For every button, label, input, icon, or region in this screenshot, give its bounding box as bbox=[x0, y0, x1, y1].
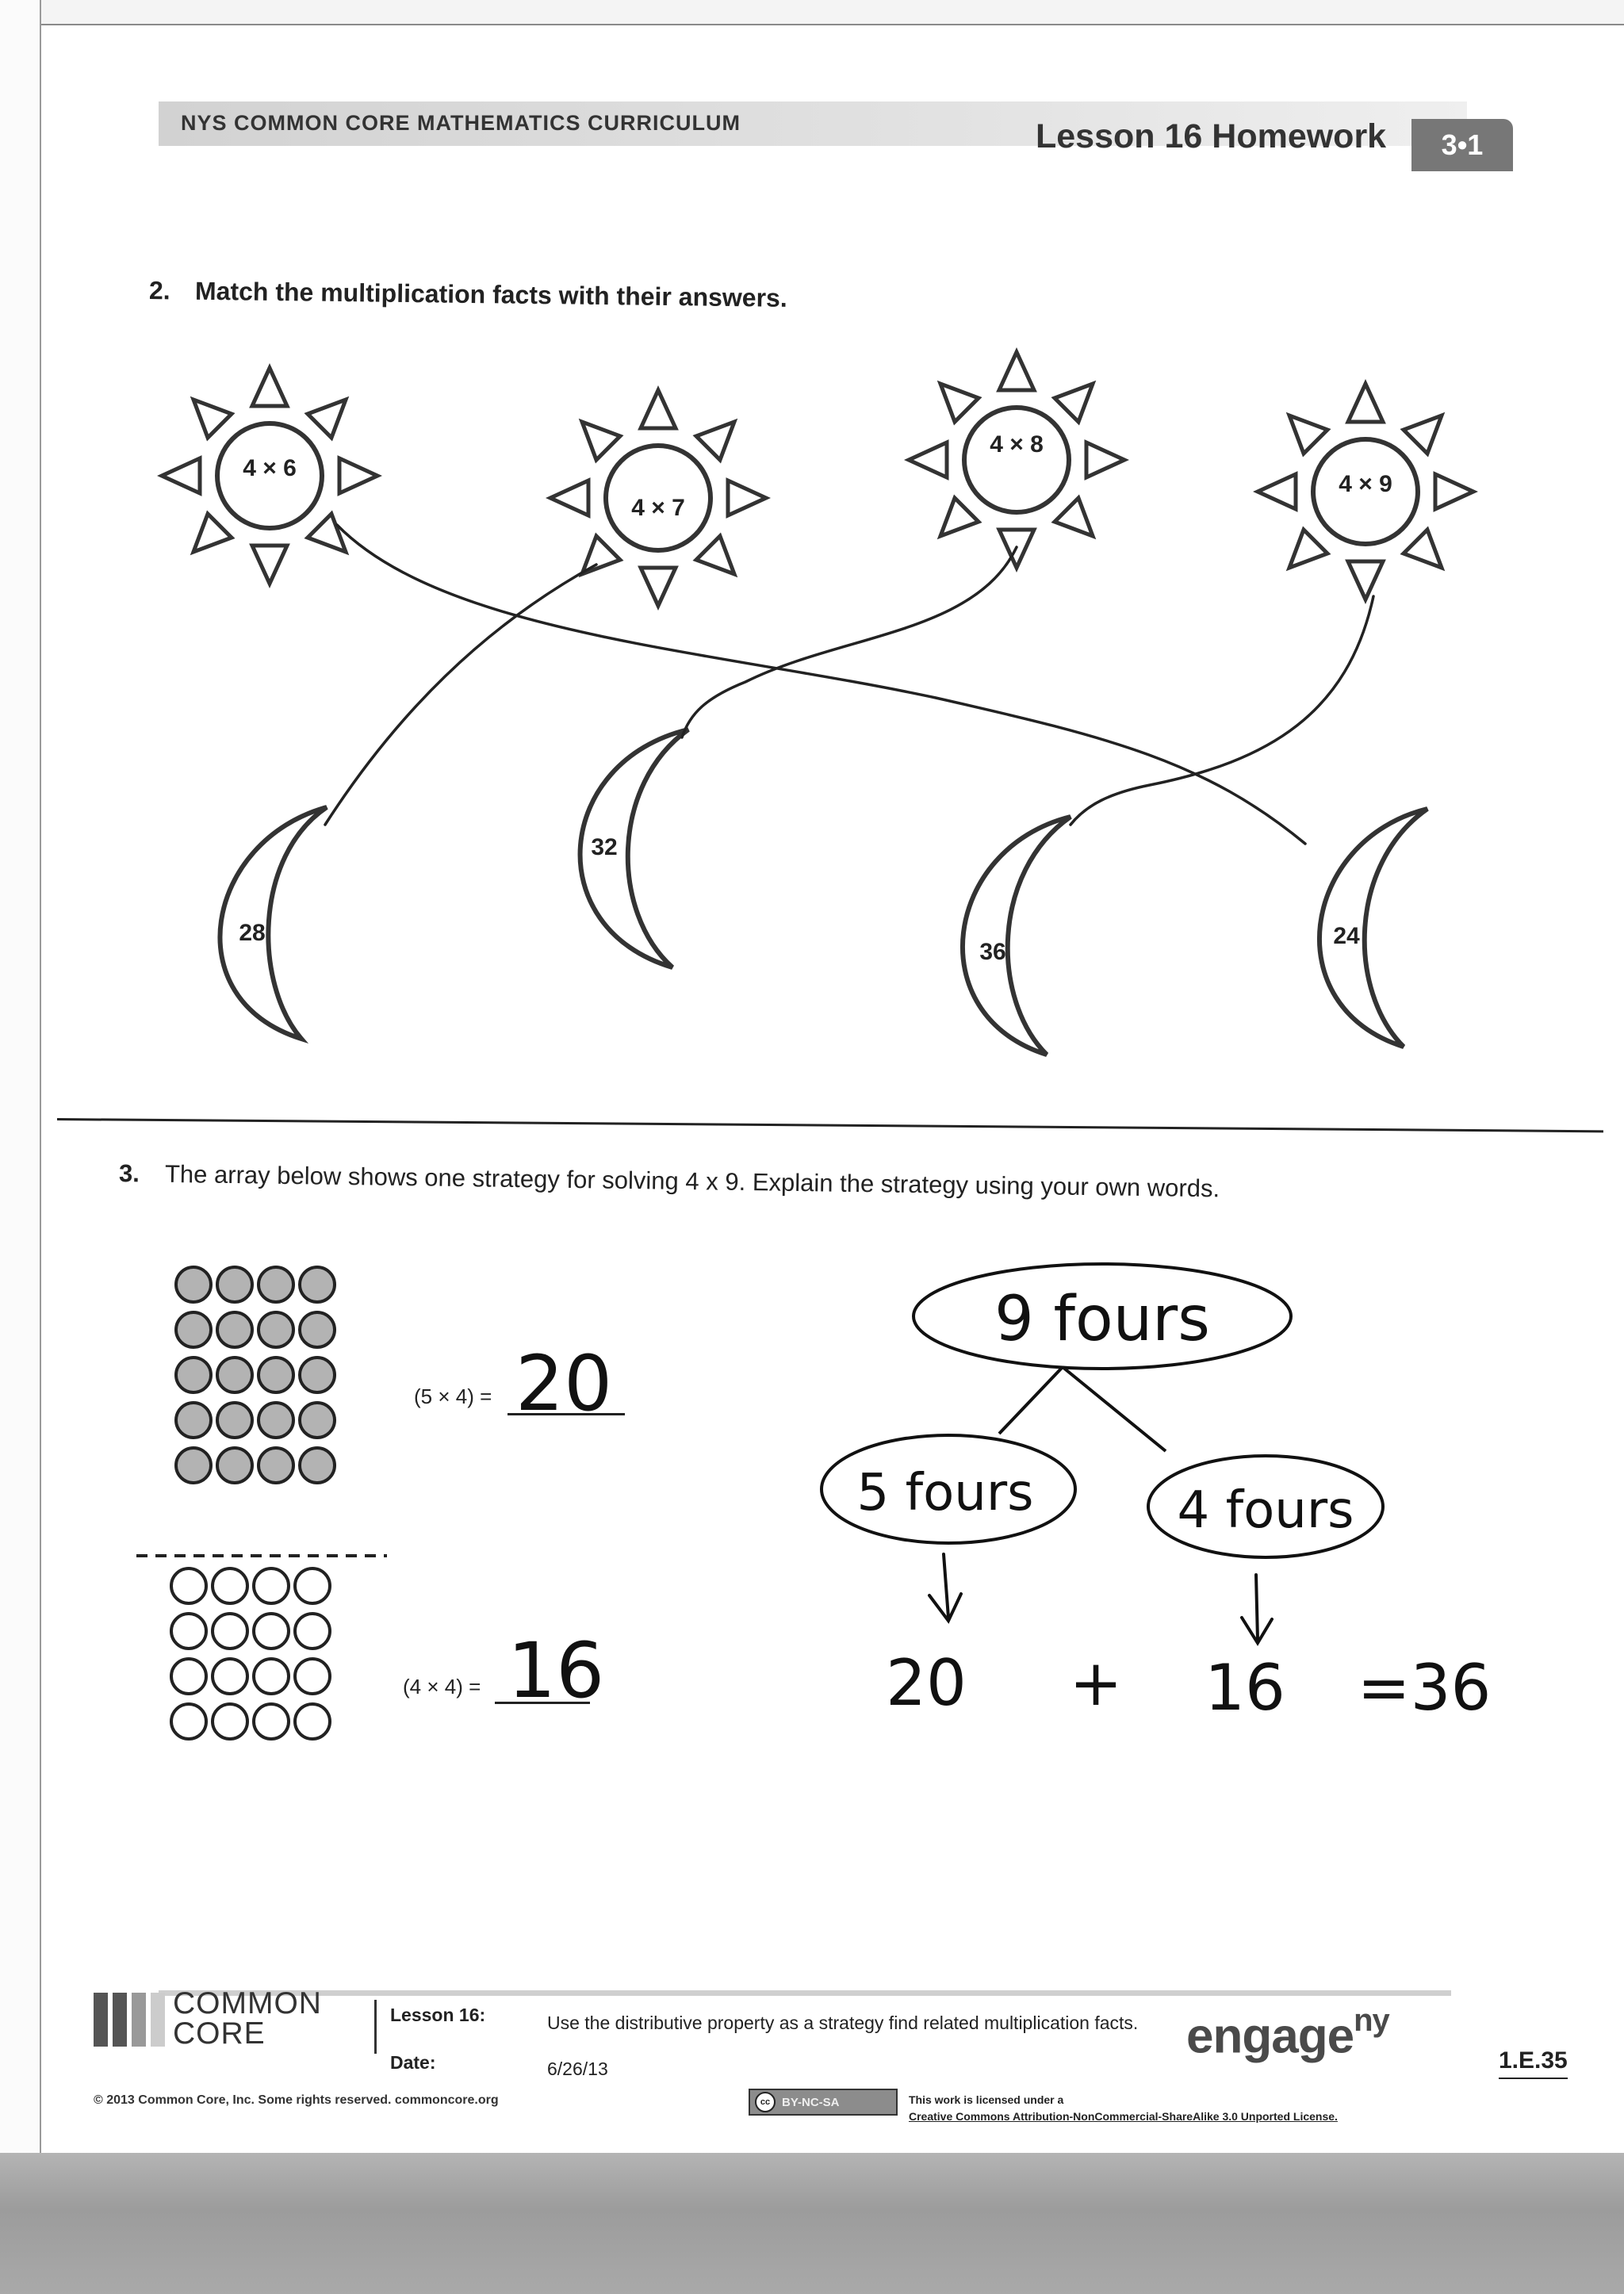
arrow-down-left bbox=[929, 1554, 961, 1621]
cc-license-badge[interactable] bbox=[749, 2089, 898, 2116]
eq1-label: (5 × 4) = bbox=[414, 1384, 492, 1408]
common-core-logo-icon bbox=[94, 1993, 163, 2047]
moon-label: 36 bbox=[979, 939, 1006, 965]
work-value-20: 20 bbox=[886, 1646, 967, 1720]
moon-label: 32 bbox=[591, 834, 618, 860]
license-line-1: This work is licensed under a bbox=[909, 2093, 1064, 2106]
lesson-description: Use the distributive property as a strategy find related multiplication facts. bbox=[547, 2013, 1139, 2033]
brand-line-2: CORE bbox=[173, 2016, 266, 2051]
copyright: © 2013 Common Core, Inc. Some rights reserved. commoncore.org bbox=[94, 2093, 499, 2107]
common-core-brand bbox=[173, 1986, 322, 2051]
moon-label: 24 bbox=[1333, 923, 1360, 949]
problem-3-text: The array below shows one strategy for solving 4 x 9. Explain the strategy using your own words. bbox=[164, 1159, 1220, 1203]
tree-branch-right bbox=[1063, 1367, 1166, 1451]
date-value: 6/26/13 bbox=[547, 2058, 608, 2079]
curriculum-title: NYS COMMON CORE MATHEMATICS CURRICULUM bbox=[181, 111, 741, 135]
lesson-label: Lesson 16: bbox=[390, 2005, 486, 2025]
tree-branch-left bbox=[999, 1367, 1063, 1434]
scan-bottom-edge bbox=[0, 2153, 1624, 2294]
lesson-badge: 3•1 bbox=[1411, 119, 1513, 171]
engage-sup: ny bbox=[1354, 2003, 1389, 2038]
cc-icon: cc bbox=[755, 2092, 776, 2112]
arrow-down-right bbox=[1242, 1575, 1272, 1643]
moon-label: 28 bbox=[239, 920, 266, 946]
bubble-9-fours-text: 9 fours bbox=[994, 1284, 1210, 1355]
fact-label: 4 × 7 bbox=[631, 495, 685, 521]
fact-label: 4 × 6 bbox=[243, 455, 297, 481]
license-text bbox=[909, 2092, 1338, 2125]
engageny-logo bbox=[1186, 2003, 1389, 2065]
work-value-16: 16 bbox=[1205, 1651, 1285, 1725]
fact-label: 4 × 9 bbox=[1339, 471, 1392, 497]
lesson-title: Lesson 16 Homework bbox=[1036, 117, 1387, 155]
bubble-4-fours-text: 4 fours bbox=[1177, 1481, 1354, 1540]
work-plus: + bbox=[1069, 1646, 1123, 1720]
engage-text: engage bbox=[1186, 2009, 1354, 2064]
footer-divider bbox=[374, 2000, 377, 2054]
brand-line-1: COMMON bbox=[173, 1986, 322, 2020]
page-code: 1.E.35 bbox=[1499, 2047, 1568, 2079]
work-result-36: =36 bbox=[1357, 1651, 1492, 1725]
problem-2-number: 2. bbox=[148, 276, 170, 305]
cc-terms: BY-NC-SA bbox=[782, 2095, 840, 2109]
eq2-answer: 16 bbox=[508, 1626, 605, 1715]
date-label: Date: bbox=[390, 2052, 436, 2073]
eq1-answer: 20 bbox=[515, 1339, 613, 1428]
footer-rule bbox=[159, 1990, 1451, 1996]
fact-label: 4 × 8 bbox=[990, 431, 1044, 458]
eq2-label: (4 × 4) = bbox=[403, 1675, 481, 1698]
problem-3-number: 3. bbox=[118, 1159, 140, 1188]
license-link[interactable]: Creative Commons Attribution-NonCommercial-ShareAlike 3.0 Unported License. bbox=[909, 2110, 1338, 2123]
bubble-5-fours-text: 5 fours bbox=[856, 1464, 1034, 1522]
problem-2-text: Match the multiplication facts with their answers. bbox=[194, 276, 787, 312]
